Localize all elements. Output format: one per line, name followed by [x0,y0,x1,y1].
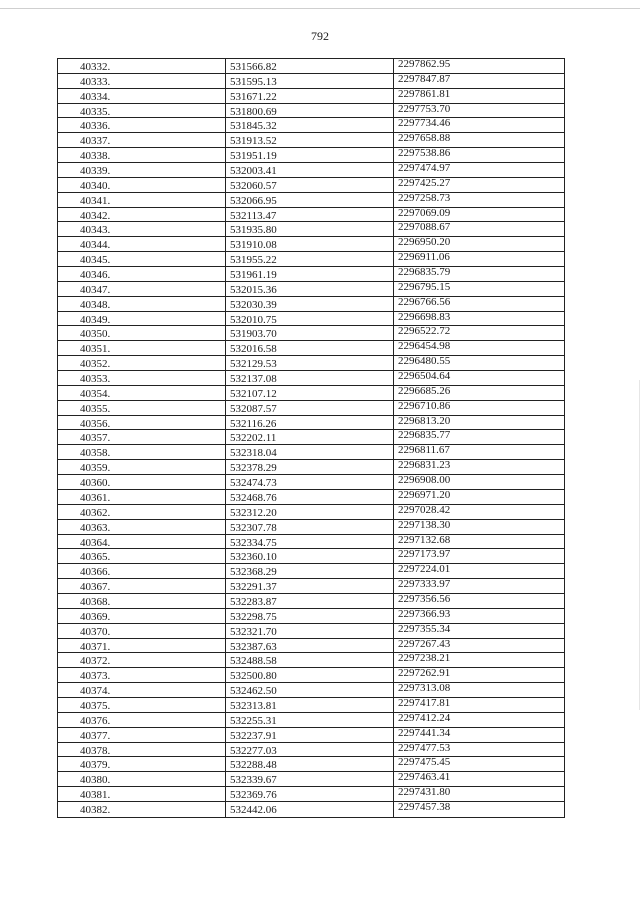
y-coordinate-cell: 2297431.80 [398,786,451,799]
x-coordinate-cell: 532312.20 [226,505,394,519]
y-coordinate-cell: 2296795.15 [398,280,451,293]
x-coordinate-cell: 532500.80 [226,668,394,682]
y-coordinate-cell: 2297847.87 [398,72,451,85]
point-number-cell: 40337. [58,133,226,147]
x-coordinate-cell: 532334.75 [226,535,394,549]
point-number-cell: 40332. [58,59,226,73]
x-coordinate-cell: 532318.04 [226,445,394,459]
x-coordinate-cell: 532368.29 [226,564,394,578]
y-coordinate-cell: 2297355.34 [398,622,451,635]
point-number-cell: 40364. [58,535,226,549]
x-coordinate-cell: 532066.95 [226,193,394,207]
x-coordinate-cell: 532291.37 [226,579,394,593]
x-coordinate-cell: 532016.58 [226,341,394,355]
point-number-cell: 40381. [58,787,226,801]
point-number-cell: 40380. [58,772,226,786]
point-number-cell: 40359. [58,460,226,474]
x-coordinate-cell: 532378.29 [226,460,394,474]
point-number-cell: 40363. [58,520,226,534]
point-number-cell: 40361. [58,490,226,504]
y-coordinate-cell: 2297088.67 [398,221,451,234]
y-coordinate-cell: 2297224.01 [398,563,451,576]
point-number-cell: 40371. [58,639,226,653]
point-number-cell: 40368. [58,594,226,608]
y-coordinate-cell: 2297425.27 [398,176,451,189]
point-number-cell: 40344. [58,237,226,251]
point-number-cell: 40353. [58,371,226,385]
y-coordinate-cell: 2296811.67 [398,444,450,457]
y-coordinate-cell: 2296504.64 [398,370,451,383]
x-coordinate-cell: 531951.19 [226,148,394,162]
point-number-cell: 40350. [58,326,226,340]
point-number-cell: 40366. [58,564,226,578]
y-coordinate-cell: 2296454.98 [398,340,451,353]
x-coordinate-cell: 532010.75 [226,312,394,326]
x-coordinate-cell: 532255.31 [226,713,394,727]
top-edge-rule [0,8,640,9]
point-number-cell: 40333. [58,74,226,88]
point-number-cell: 40377. [58,728,226,742]
point-number-cell: 40346. [58,267,226,281]
point-number-cell: 40338. [58,148,226,162]
y-coordinate-cell: 2296911.06 [398,251,450,264]
point-number-cell: 40379. [58,757,226,771]
y-coordinate-cell: 2297356.56 [398,592,451,605]
table-row [58,802,564,817]
x-coordinate-cell: 532442.06 [226,802,394,817]
point-number-cell: 40358. [58,445,226,459]
x-coordinate-cell: 532030.39 [226,297,394,311]
point-number-cell: 40345. [58,252,226,266]
point-number-cell: 40367. [58,579,226,593]
x-coordinate-cell: 532387.63 [226,639,394,653]
point-number-cell: 40335. [58,104,226,118]
x-coordinate-cell: 531595.13 [226,74,394,88]
x-coordinate-cell: 532369.76 [226,787,394,801]
x-coordinate-cell: 532087.57 [226,401,394,415]
y-coordinate-cell: 2296835.77 [398,429,451,442]
point-number-cell: 40378. [58,743,226,757]
x-coordinate-cell: 531566.82 [226,59,394,73]
x-coordinate-cell: 532298.75 [226,609,394,623]
x-coordinate-cell: 531913.52 [226,133,394,147]
point-number-cell: 40370. [58,624,226,638]
x-coordinate-cell: 531961.19 [226,267,394,281]
x-coordinate-cell: 532015.36 [226,282,394,296]
x-coordinate-cell: 532321.70 [226,624,394,638]
point-number-cell: 40334. [58,89,226,103]
x-coordinate-cell: 531845.32 [226,118,394,132]
y-coordinate-cell: 2297267.43 [398,637,451,650]
y-coordinate-cell: 2296971.20 [398,488,451,501]
y-coordinate-cell: 2297028.42 [398,503,451,516]
y-coordinate-cell: 2296835.79 [398,266,451,279]
y-coordinate-cell: 2296908.00 [398,474,451,487]
point-number-cell: 40373. [58,668,226,682]
y-coordinate-cell: 2297132.68 [398,533,451,546]
y-coordinate-cell: 2297417.81 [398,696,451,709]
x-coordinate-cell: 531800.69 [226,104,394,118]
x-coordinate-cell: 532116.26 [226,416,394,430]
y-coordinate-cell: 2297477.53 [398,741,451,754]
point-number-cell: 40352. [58,356,226,370]
x-coordinate-cell: 532003.41 [226,163,394,177]
y-coordinate-cell: 2297262.91 [398,667,451,680]
point-number-cell: 40357. [58,430,226,444]
x-coordinate-cell: 532237.91 [226,728,394,742]
y-coordinate-cell: 2297463.41 [398,771,451,784]
y-coordinate-cell: 2296710.86 [398,399,451,412]
x-coordinate-cell: 531671.22 [226,89,394,103]
point-number-cell: 40342. [58,208,226,222]
y-coordinate-cell: 2297658.88 [398,132,451,145]
page-number: 792 [311,29,329,43]
y-coordinate-cell: 2297333.97 [398,578,451,591]
x-coordinate-cell: 532474.73 [226,475,394,489]
y-coordinate-cell: 2296831.23 [398,459,451,472]
y-coordinate-cell: 2297313.08 [398,682,451,695]
point-number-cell: 40369. [58,609,226,623]
x-coordinate-cell: 532339.67 [226,772,394,786]
x-coordinate-cell: 532462.50 [226,683,394,697]
y-coordinate-cell: 2297753.70 [398,102,451,115]
y-coordinate-cell: 2297238.21 [398,652,451,665]
y-coordinate-cell: 2297173.97 [398,548,451,561]
y-coordinate-cell: 2297366.93 [398,607,451,620]
y-coordinate-cell: 2296522.72 [398,325,451,338]
point-number-cell: 40356. [58,416,226,430]
point-number-cell: 40351. [58,341,226,355]
x-coordinate-cell: 532283.87 [226,594,394,608]
y-coordinate-cell: 2297474.97 [398,162,451,175]
x-coordinate-cell: 531955.22 [226,252,394,266]
y-coordinate-cell: 2296480.55 [398,355,451,368]
point-number-cell: 40362. [58,505,226,519]
point-number-cell: 40355. [58,401,226,415]
point-number-cell: 40341. [58,193,226,207]
point-number-cell: 40347. [58,282,226,296]
point-number-cell: 40374. [58,683,226,697]
x-coordinate-cell: 531903.70 [226,326,394,340]
y-coordinate-cell: 2297258.73 [398,191,451,204]
y-coordinate-cell: 2297412.24 [398,711,451,724]
point-number-cell: 40354. [58,386,226,400]
x-coordinate-cell: 532277.03 [226,743,394,757]
y-coordinate-cell: 2297538.86 [398,147,451,160]
point-number-cell: 40360. [58,475,226,489]
point-number-cell: 40365. [58,549,226,563]
y-coordinate-cell: 2296766.56 [398,295,451,308]
x-coordinate-cell: 532307.78 [226,520,394,534]
x-coordinate-cell: 532137.08 [226,371,394,385]
y-coordinate-cell: 2296950.20 [398,236,451,249]
x-coordinate-cell: 532107.12 [226,386,394,400]
point-number-cell: 40375. [58,698,226,712]
x-coordinate-cell: 531935.80 [226,222,394,236]
x-coordinate-cell: 532488.58 [226,653,394,667]
y-coordinate-cell: 2297861.81 [398,87,451,100]
point-number-cell: 40372. [58,653,226,667]
point-number-cell: 40343. [58,222,226,236]
point-number-cell: 40339. [58,163,226,177]
y-coordinate-cell: 2297475.45 [398,756,451,769]
x-coordinate-cell: 532202.11 [226,430,394,444]
point-number-cell: 40382. [58,802,226,817]
x-coordinate-cell: 531910.08 [226,237,394,251]
point-number-cell: 40340. [58,178,226,192]
point-number-cell: 40336. [58,118,226,132]
point-number-cell: 40349. [58,312,226,326]
x-coordinate-cell: 532129.53 [226,356,394,370]
y-coordinate-cell: 2296698.83 [398,310,451,323]
y-coordinate-cell: 2297862.95 [398,58,451,70]
y-coordinate-cell: 2297138.30 [398,518,451,531]
point-number-cell: 40376. [58,713,226,727]
y-coordinate-cell: 2297734.46 [398,117,451,130]
y-coordinate-cell: 2297069.09 [398,206,451,219]
x-coordinate-cell: 532288.48 [226,757,394,771]
y-coordinate-cell: 2297457.38 [398,800,451,813]
coordinates-table [57,58,565,818]
x-coordinate-cell: 532468.76 [226,490,394,504]
y-coordinate-cell: 2296685.26 [398,384,451,397]
y-coordinate-cell: 2296813.20 [398,414,451,427]
point-number-cell: 40348. [58,297,226,311]
x-coordinate-cell: 532313.81 [226,698,394,712]
x-coordinate-cell: 532060.57 [226,178,394,192]
x-coordinate-cell: 532360.10 [226,549,394,563]
x-coordinate-cell: 532113.47 [226,208,394,222]
y-coordinate-cell: 2297441.34 [398,726,451,739]
